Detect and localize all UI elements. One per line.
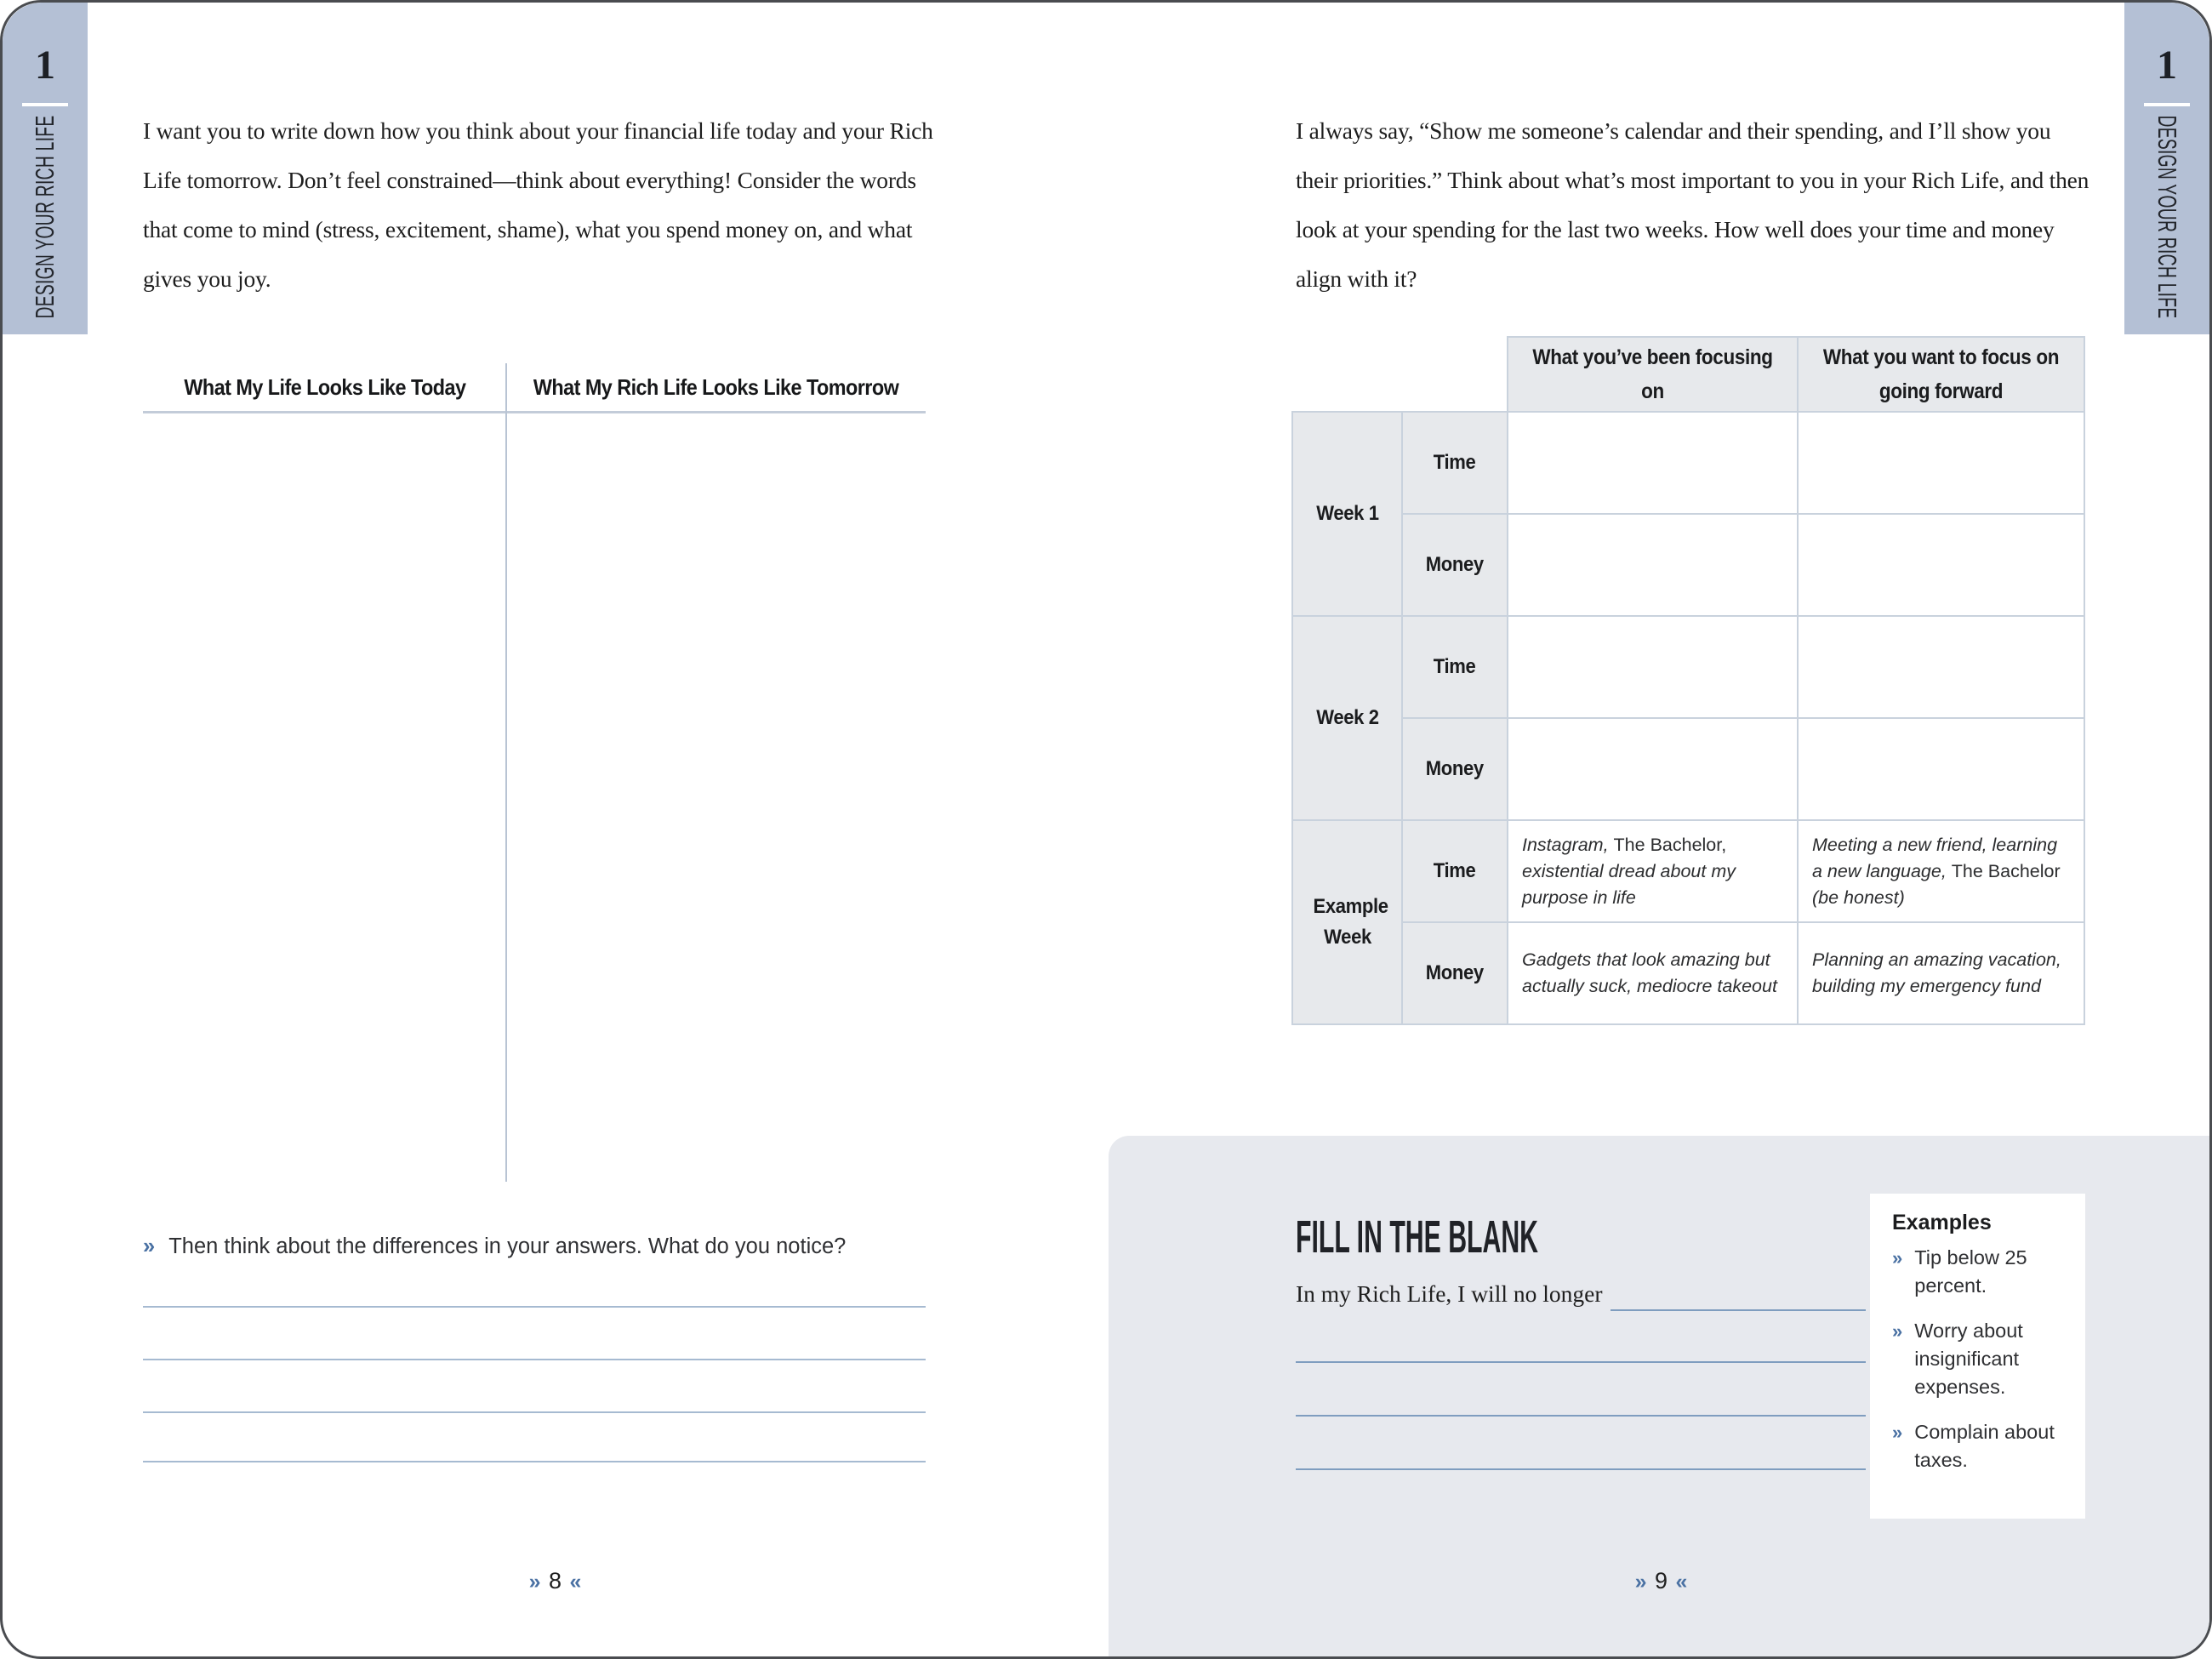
example-cell-money-focus: Gadgets that look amazing but actually suck, mediocre takeout bbox=[1508, 922, 1798, 1024]
writing-line[interactable] bbox=[143, 1306, 926, 1308]
input-cell-week2-time-forward[interactable] bbox=[1798, 616, 2084, 718]
input-cell-week2-money-forward[interactable] bbox=[1798, 718, 2084, 820]
row-label-money: Money bbox=[1402, 922, 1508, 1024]
input-cell-week1-money-forward[interactable] bbox=[1798, 514, 2084, 616]
reflection-prompt bbox=[143, 1234, 943, 1259]
example-item-text: Complain about taxes. bbox=[1914, 1421, 2055, 1471]
chevron-left-icon: « bbox=[1675, 1570, 1689, 1593]
page-number-value: 8 bbox=[548, 1568, 563, 1593]
tab-divider bbox=[22, 103, 68, 106]
writing-line[interactable] bbox=[1296, 1468, 1866, 1470]
row-label-time: Time bbox=[1402, 412, 1508, 514]
writing-line[interactable] bbox=[1296, 1361, 1866, 1363]
chevron-bullet-icon: » bbox=[1892, 1247, 1903, 1268]
input-cell-week2-time-focus[interactable] bbox=[1508, 616, 1798, 718]
example-item-text: Worry about insignificant expenses. bbox=[1914, 1320, 2023, 1398]
writing-line[interactable] bbox=[143, 1359, 926, 1360]
chapter-title-vertical: DESIGN YOUR RICH LIFE bbox=[30, 115, 60, 319]
chapter-title-vertical: DESIGN YOUR RICH LIFE bbox=[2152, 115, 2182, 319]
chevron-bullet-icon: » bbox=[1892, 1422, 1903, 1443]
example-item bbox=[1892, 1418, 2072, 1474]
row-group-label-week1: Week 1 bbox=[1292, 412, 1402, 616]
life-table-header-row bbox=[143, 363, 926, 413]
input-cell-week1-money-focus[interactable] bbox=[1508, 514, 1798, 616]
writing-line[interactable] bbox=[1296, 1415, 1866, 1417]
life-table-col2-header: What My Rich Life Looks Like Tomorrow bbox=[533, 373, 899, 400]
row-label-money: Money bbox=[1402, 514, 1508, 616]
tab-divider bbox=[2144, 103, 2190, 106]
page-number-right bbox=[1109, 1568, 2212, 1594]
chapter-number: 1 bbox=[2157, 43, 2177, 88]
focus-table-empty-corner bbox=[1292, 337, 1508, 412]
example-item-text: Tip below 25 percent. bbox=[1914, 1246, 2027, 1297]
example-item bbox=[1892, 1244, 2072, 1300]
chapter-tab-left bbox=[3, 3, 88, 334]
row-label-time: Time bbox=[1402, 820, 1508, 922]
fill-sentence-text: In my Rich Life, I will no longer bbox=[1296, 1280, 1603, 1307]
right-intro-paragraph: I always say, “Show me someone’s calendar and their spending, and I’ll show you their priorities.” Think about what’s most important to you in your Rich Life, and then look at your spending for the last two weeks. How well does your time and money align with it? bbox=[1296, 117, 2089, 292]
example-cell-time-focus: Instagram, The Bachelor, existential dread about my purpose in life bbox=[1508, 820, 1798, 922]
chevron-left-icon: « bbox=[569, 1570, 583, 1593]
row-group-label-week2: Week 2 bbox=[1292, 616, 1402, 820]
page-number-left bbox=[3, 1568, 1109, 1594]
example-item bbox=[1892, 1317, 2072, 1401]
fill-blank-line[interactable] bbox=[1611, 1280, 1866, 1311]
chevron-bullet-icon: » bbox=[1892, 1320, 1903, 1342]
examples-box bbox=[1870, 1194, 2085, 1519]
row-label-time: Time bbox=[1402, 616, 1508, 718]
chapter-tab-right bbox=[2124, 3, 2209, 334]
life-table-col1-header: What My Life Looks Like Today bbox=[183, 373, 466, 400]
life-table-col1-writing-area[interactable] bbox=[143, 413, 505, 1182]
reflection-prompt-text: Then think about the differences in your answers. What do you notice? bbox=[168, 1234, 847, 1258]
fill-in-the-blank-sentence bbox=[1296, 1280, 1866, 1311]
chevron-right-icon: » bbox=[528, 1570, 542, 1593]
chevron-bullet-icon: » bbox=[143, 1234, 156, 1258]
focus-table bbox=[1291, 336, 2085, 1025]
left-intro-paragraph: I want you to write down how you think about your financial life today and your Rich Life tomorrow. Don’t feel constrained—think about everything! Consider the words that come to mind (stress, excitement, shame), what you spend money on, and what gives you joy. bbox=[143, 117, 933, 292]
focus-table-col-header-2: What you want to focus on going forward bbox=[1798, 337, 2084, 412]
input-cell-week1-time-focus[interactable] bbox=[1508, 412, 1798, 514]
fill-in-the-blank-heading: FILL IN THE BLANK bbox=[1296, 1211, 1539, 1263]
writing-line[interactable] bbox=[143, 1461, 926, 1462]
row-group-label-example-week: Example Week bbox=[1292, 820, 1402, 1024]
input-cell-week2-money-focus[interactable] bbox=[1508, 718, 1798, 820]
examples-title: Examples bbox=[1892, 1211, 1992, 1234]
chevron-right-icon: » bbox=[1634, 1570, 1648, 1593]
focus-table-col-header-1: What you’ve been focusing on bbox=[1508, 337, 1798, 412]
life-table-col2-writing-area[interactable] bbox=[507, 413, 926, 1182]
page-number-value: 9 bbox=[1654, 1568, 1669, 1593]
input-cell-week1-time-forward[interactable] bbox=[1798, 412, 2084, 514]
chapter-number: 1 bbox=[35, 43, 55, 88]
writing-line[interactable] bbox=[143, 1411, 926, 1413]
example-cell-time-forward: Meeting a new friend, learning a new language, The Bachelor (be honest) bbox=[1798, 820, 2084, 922]
example-cell-money-forward: Planning an amazing vacation, building my emergency fund bbox=[1798, 922, 2084, 1024]
row-label-money: Money bbox=[1402, 718, 1508, 820]
